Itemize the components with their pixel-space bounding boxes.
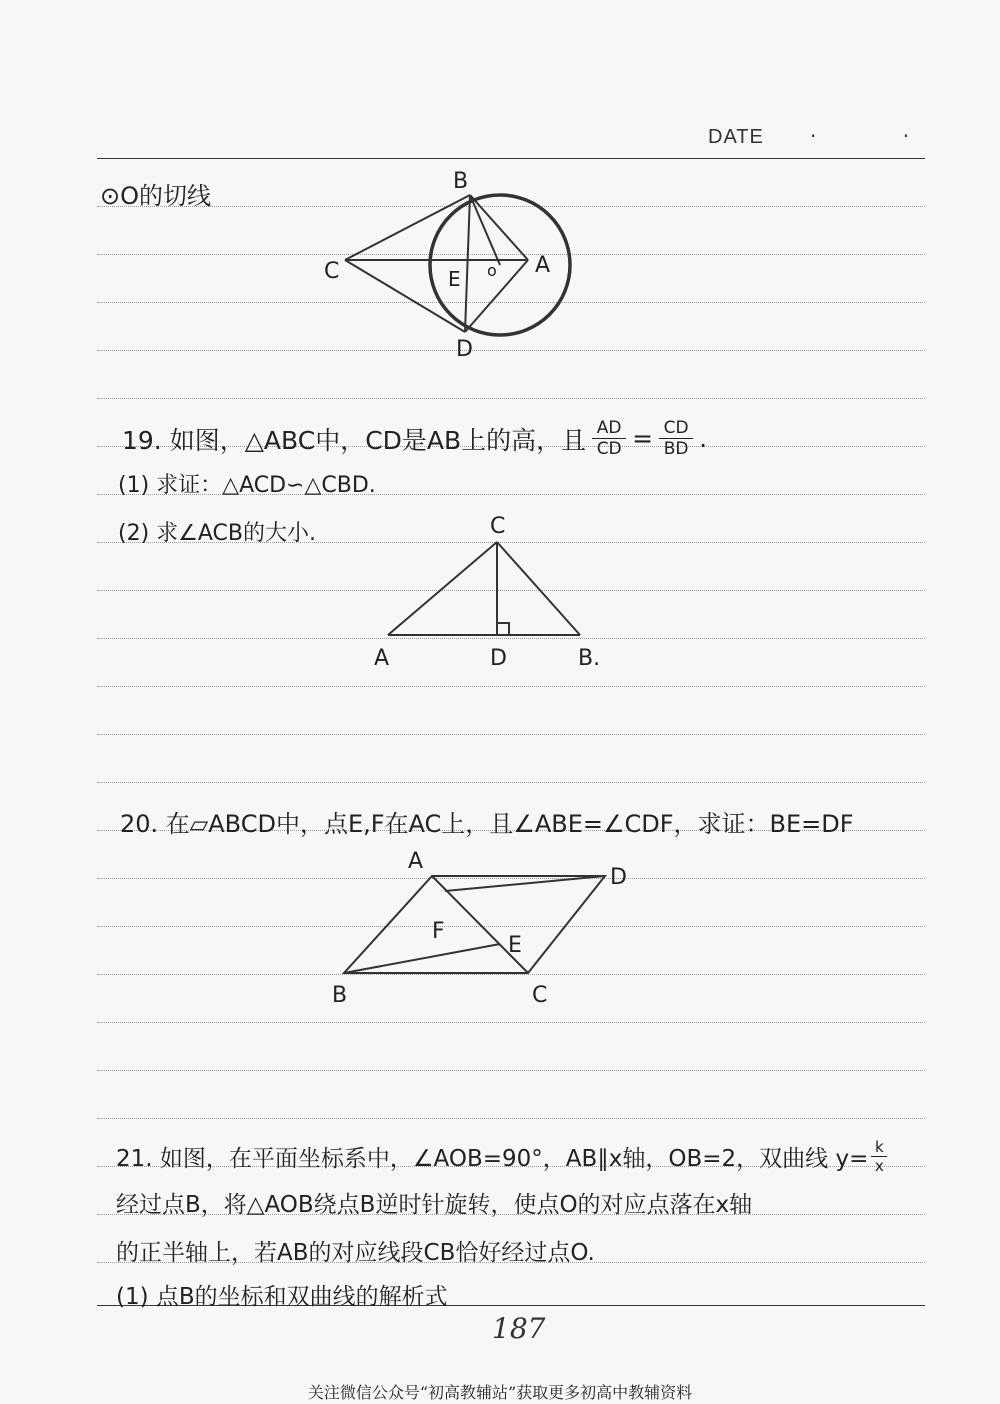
segment-bd bbox=[465, 195, 470, 332]
ruled-line bbox=[97, 686, 925, 687]
label-b: B bbox=[453, 169, 469, 194]
page-number: 187 bbox=[492, 1312, 546, 1345]
q19-equals: = bbox=[632, 424, 654, 453]
q18-tail-text: ⊙O的切线 bbox=[100, 182, 211, 210]
date-dots: · · bbox=[810, 124, 950, 148]
triangle-figure bbox=[360, 505, 640, 675]
segment-ba bbox=[470, 195, 528, 260]
circle-tangent-figure bbox=[300, 160, 600, 360]
q19-part2: (2) 求∠ACB的大小. bbox=[118, 521, 316, 546]
label-e: E bbox=[448, 267, 461, 291]
q21-line3: 的正半轴上，若AB的对应线段CB恰好经过点O. bbox=[116, 1240, 595, 1266]
q21-part1: (1) 点B的坐标和双曲线的解析式 bbox=[116, 1284, 448, 1310]
q19-period: . bbox=[699, 424, 708, 453]
q21-line2: 经过点B，将△AOB绕点B逆时针旋转，使点O的对应点落在x轴 bbox=[116, 1192, 753, 1218]
parallelogram-figure bbox=[320, 840, 660, 1010]
q21-line1-text: 21. 如图，在平面坐标系中，∠AOB=90°，AB∥x轴，OB=2，双曲线 y= bbox=[116, 1146, 869, 1172]
q19-frac2-den: BD bbox=[663, 439, 689, 459]
ruled-line bbox=[97, 1022, 925, 1023]
segment-ac bbox=[388, 542, 497, 635]
label-a: A bbox=[535, 253, 551, 278]
label-b: B. bbox=[578, 646, 601, 671]
label-c: C bbox=[490, 514, 506, 539]
header-rule bbox=[97, 158, 925, 159]
date-label: DATE bbox=[708, 126, 764, 148]
label-b: B bbox=[332, 983, 348, 1008]
q19-fraction-2 bbox=[659, 418, 693, 459]
q19-stem-text: 19. 如图，△ABC中，CD是AB上的高，且 bbox=[122, 425, 587, 455]
ruled-line bbox=[97, 1118, 925, 1119]
label-c: C bbox=[532, 983, 548, 1008]
label-d: D bbox=[490, 646, 507, 671]
footer-note: 关注微信公众号“初高教辅站”获取更多初高中教辅资料 bbox=[307, 1383, 693, 1402]
segment-cd bbox=[345, 260, 465, 332]
ruled-line bbox=[97, 782, 925, 783]
label-d: D bbox=[456, 337, 473, 360]
q19-fraction-1 bbox=[592, 418, 626, 459]
q19-frac1-den: CD bbox=[596, 439, 622, 459]
label-a: A bbox=[408, 849, 424, 874]
q19-part1: (1) 求证：△ACD∽△CBD. bbox=[118, 473, 376, 498]
q19-frac1-num: AD bbox=[596, 418, 622, 438]
label-o: o bbox=[487, 261, 497, 280]
q21-line1 bbox=[116, 1138, 887, 1175]
ruled-line bbox=[97, 398, 925, 399]
segment-cb bbox=[345, 195, 470, 260]
label-a: A bbox=[374, 646, 390, 671]
ruled-line bbox=[97, 734, 925, 735]
label-e: E bbox=[508, 933, 522, 958]
label-f: F bbox=[432, 919, 445, 944]
q19-stem bbox=[122, 418, 707, 459]
segment-bo bbox=[470, 195, 500, 265]
ruled-line bbox=[97, 1070, 925, 1071]
q21-frac-num: k bbox=[875, 1138, 884, 1156]
segment-cb bbox=[497, 542, 580, 635]
q21-frac-den: x bbox=[874, 1157, 884, 1175]
label-d: D bbox=[610, 865, 627, 890]
q21-fraction bbox=[871, 1138, 887, 1175]
q19-frac2-num: CD bbox=[663, 418, 689, 438]
right-angle-mark bbox=[497, 623, 509, 635]
label-c: C bbox=[324, 259, 340, 284]
parallelogram-abcd bbox=[344, 876, 605, 973]
segment-df bbox=[445, 876, 605, 891]
q20-stem: 20. 在▱ABCD中，点E,F在AC上，且∠ABE=∠CDF，求证：BE=DF bbox=[120, 810, 854, 838]
